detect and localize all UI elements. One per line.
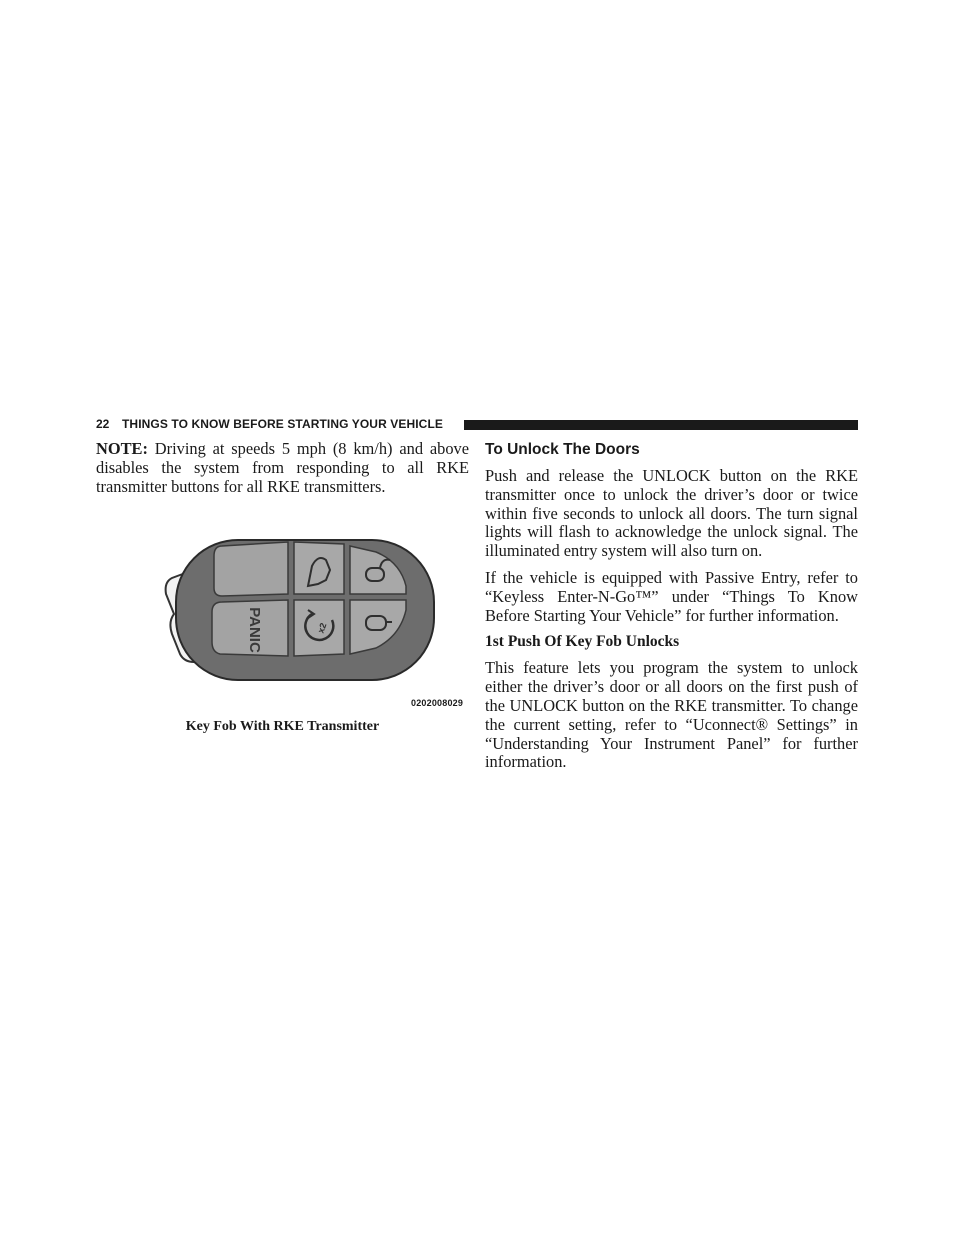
remote-start-label: x2 <box>315 621 329 635</box>
page-header <box>96 416 858 432</box>
top-left-button <box>214 542 288 596</box>
left-column <box>96 440 469 496</box>
section-title: THINGS TO KNOW BEFORE STARTING YOUR VEHICLE <box>122 417 443 431</box>
panic-label: PANIC <box>246 607 263 653</box>
header-rule-bar <box>464 420 858 430</box>
figure-caption: Key Fob With RKE Transmitter <box>185 719 380 734</box>
unlock-paragraph: Push and release the UNLOCK button on the RKE transmitter once to unlock the driver’s door or twice within five seconds to unlock all doors. The turn signal lights will flash to acknowledge the unlock signal. The illuminated entry system will also turn on. <box>485 466 858 561</box>
key-fob-illustration <box>150 510 470 710</box>
right-column <box>485 440 858 772</box>
first-push-heading: 1st Push Of Key Fob Unlocks <box>485 633 680 651</box>
passive-entry-paragraph: If the vehicle is equipped with Passive Entry, refer to “Keyless Enter-N-Go™” under “Things To Know Before Starting Your Vehicle” for further information. <box>485 567 858 625</box>
note-paragraph <box>96 440 469 496</box>
note-label: NOTE: <box>96 439 148 458</box>
page-number: 22 <box>96 417 110 431</box>
first-push-paragraph: This feature lets you program the system to unlock either the driver’s door or all doors on the first push of the UNLOCK button on the RKE transmitter. To change the current setting, refer to “Uconnect® Settings” in “Understanding Your Instrument Panel” for further information. <box>485 658 858 772</box>
trunk-button <box>294 542 344 594</box>
note-text: Driving at speeds 5 mph (8 km/h) and above disables the system from responding to all RKE transmitter buttons for all RKE transmitters. <box>96 439 469 496</box>
figure-code: 0202008029 <box>411 698 464 708</box>
unlock-doors-heading: To Unlock The Doors <box>485 441 640 458</box>
key-fob-drawing <box>150 510 470 710</box>
